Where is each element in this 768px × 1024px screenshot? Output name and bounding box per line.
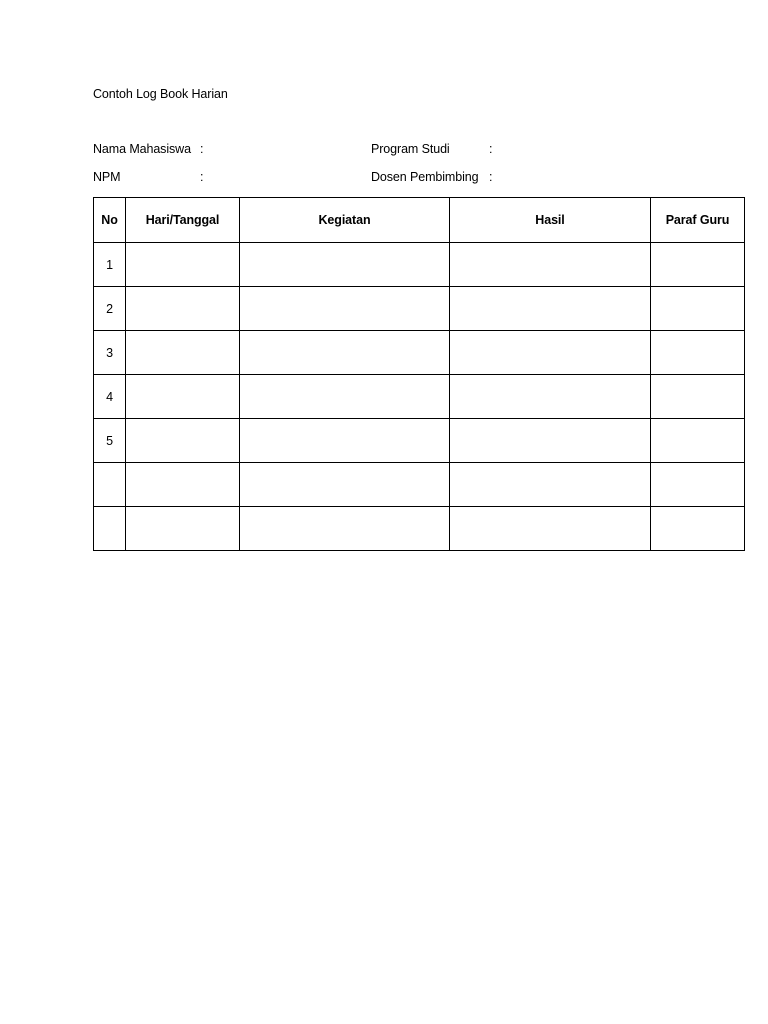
cell-hari-tanggal <box>126 331 240 375</box>
cell-hasil <box>450 375 651 419</box>
cell-hari-tanggal <box>126 287 240 331</box>
cell-paraf-guru <box>651 419 745 463</box>
cell-no: 3 <box>94 331 126 375</box>
cell-paraf-guru <box>651 507 745 551</box>
cell-no: 2 <box>94 287 126 331</box>
header-kegiatan: Kegiatan <box>240 198 450 243</box>
cell-paraf-guru <box>651 243 745 287</box>
table-row <box>94 287 745 331</box>
dosen-pembimbing-label: Dosen Pembimbing <box>371 170 479 184</box>
header-paraf-guru: Paraf Guru <box>651 198 745 243</box>
cell-hasil <box>450 287 651 331</box>
cell-hari-tanggal <box>126 375 240 419</box>
cell-no <box>94 507 126 551</box>
cell-hari-tanggal <box>126 419 240 463</box>
cell-hari-tanggal <box>126 243 240 287</box>
cell-kegiatan <box>240 375 450 419</box>
program-studi-colon: : <box>489 142 493 156</box>
table-header-row <box>94 198 745 243</box>
cell-hasil <box>450 507 651 551</box>
program-studi-label: Program Studi <box>371 142 450 156</box>
cell-kegiatan <box>240 287 450 331</box>
cell-no: 5 <box>94 419 126 463</box>
cell-no <box>94 463 126 507</box>
cell-hasil <box>450 331 651 375</box>
cell-hari-tanggal <box>126 507 240 551</box>
npm-colon: : <box>200 170 204 184</box>
nama-mahasiswa-label: Nama Mahasiswa <box>93 142 191 156</box>
cell-hasil <box>450 419 651 463</box>
cell-no: 4 <box>94 375 126 419</box>
cell-kegiatan <box>240 331 450 375</box>
cell-kegiatan <box>240 507 450 551</box>
dosen-pembimbing-colon: : <box>489 170 493 184</box>
table-row <box>94 507 745 551</box>
cell-hasil <box>450 463 651 507</box>
table-row <box>94 419 745 463</box>
header-hasil: Hasil <box>450 198 651 243</box>
cell-kegiatan <box>240 419 450 463</box>
cell-hasil <box>450 243 651 287</box>
cell-paraf-guru <box>651 375 745 419</box>
cell-paraf-guru <box>651 287 745 331</box>
table-row <box>94 243 745 287</box>
cell-hari-tanggal <box>126 463 240 507</box>
npm-label: NPM <box>93 170 121 184</box>
log-book-table <box>93 197 745 551</box>
cell-paraf-guru <box>651 463 745 507</box>
header-hari-tanggal: Hari/Tanggal <box>126 198 240 243</box>
table-row <box>94 375 745 419</box>
header-no: No <box>94 198 126 243</box>
cell-kegiatan <box>240 463 450 507</box>
nama-mahasiswa-colon: : <box>200 142 204 156</box>
table-row <box>94 331 745 375</box>
page-title: Contoh Log Book Harian <box>93 87 228 101</box>
cell-paraf-guru <box>651 331 745 375</box>
cell-kegiatan <box>240 243 450 287</box>
cell-no: 1 <box>94 243 126 287</box>
table-row <box>94 463 745 507</box>
